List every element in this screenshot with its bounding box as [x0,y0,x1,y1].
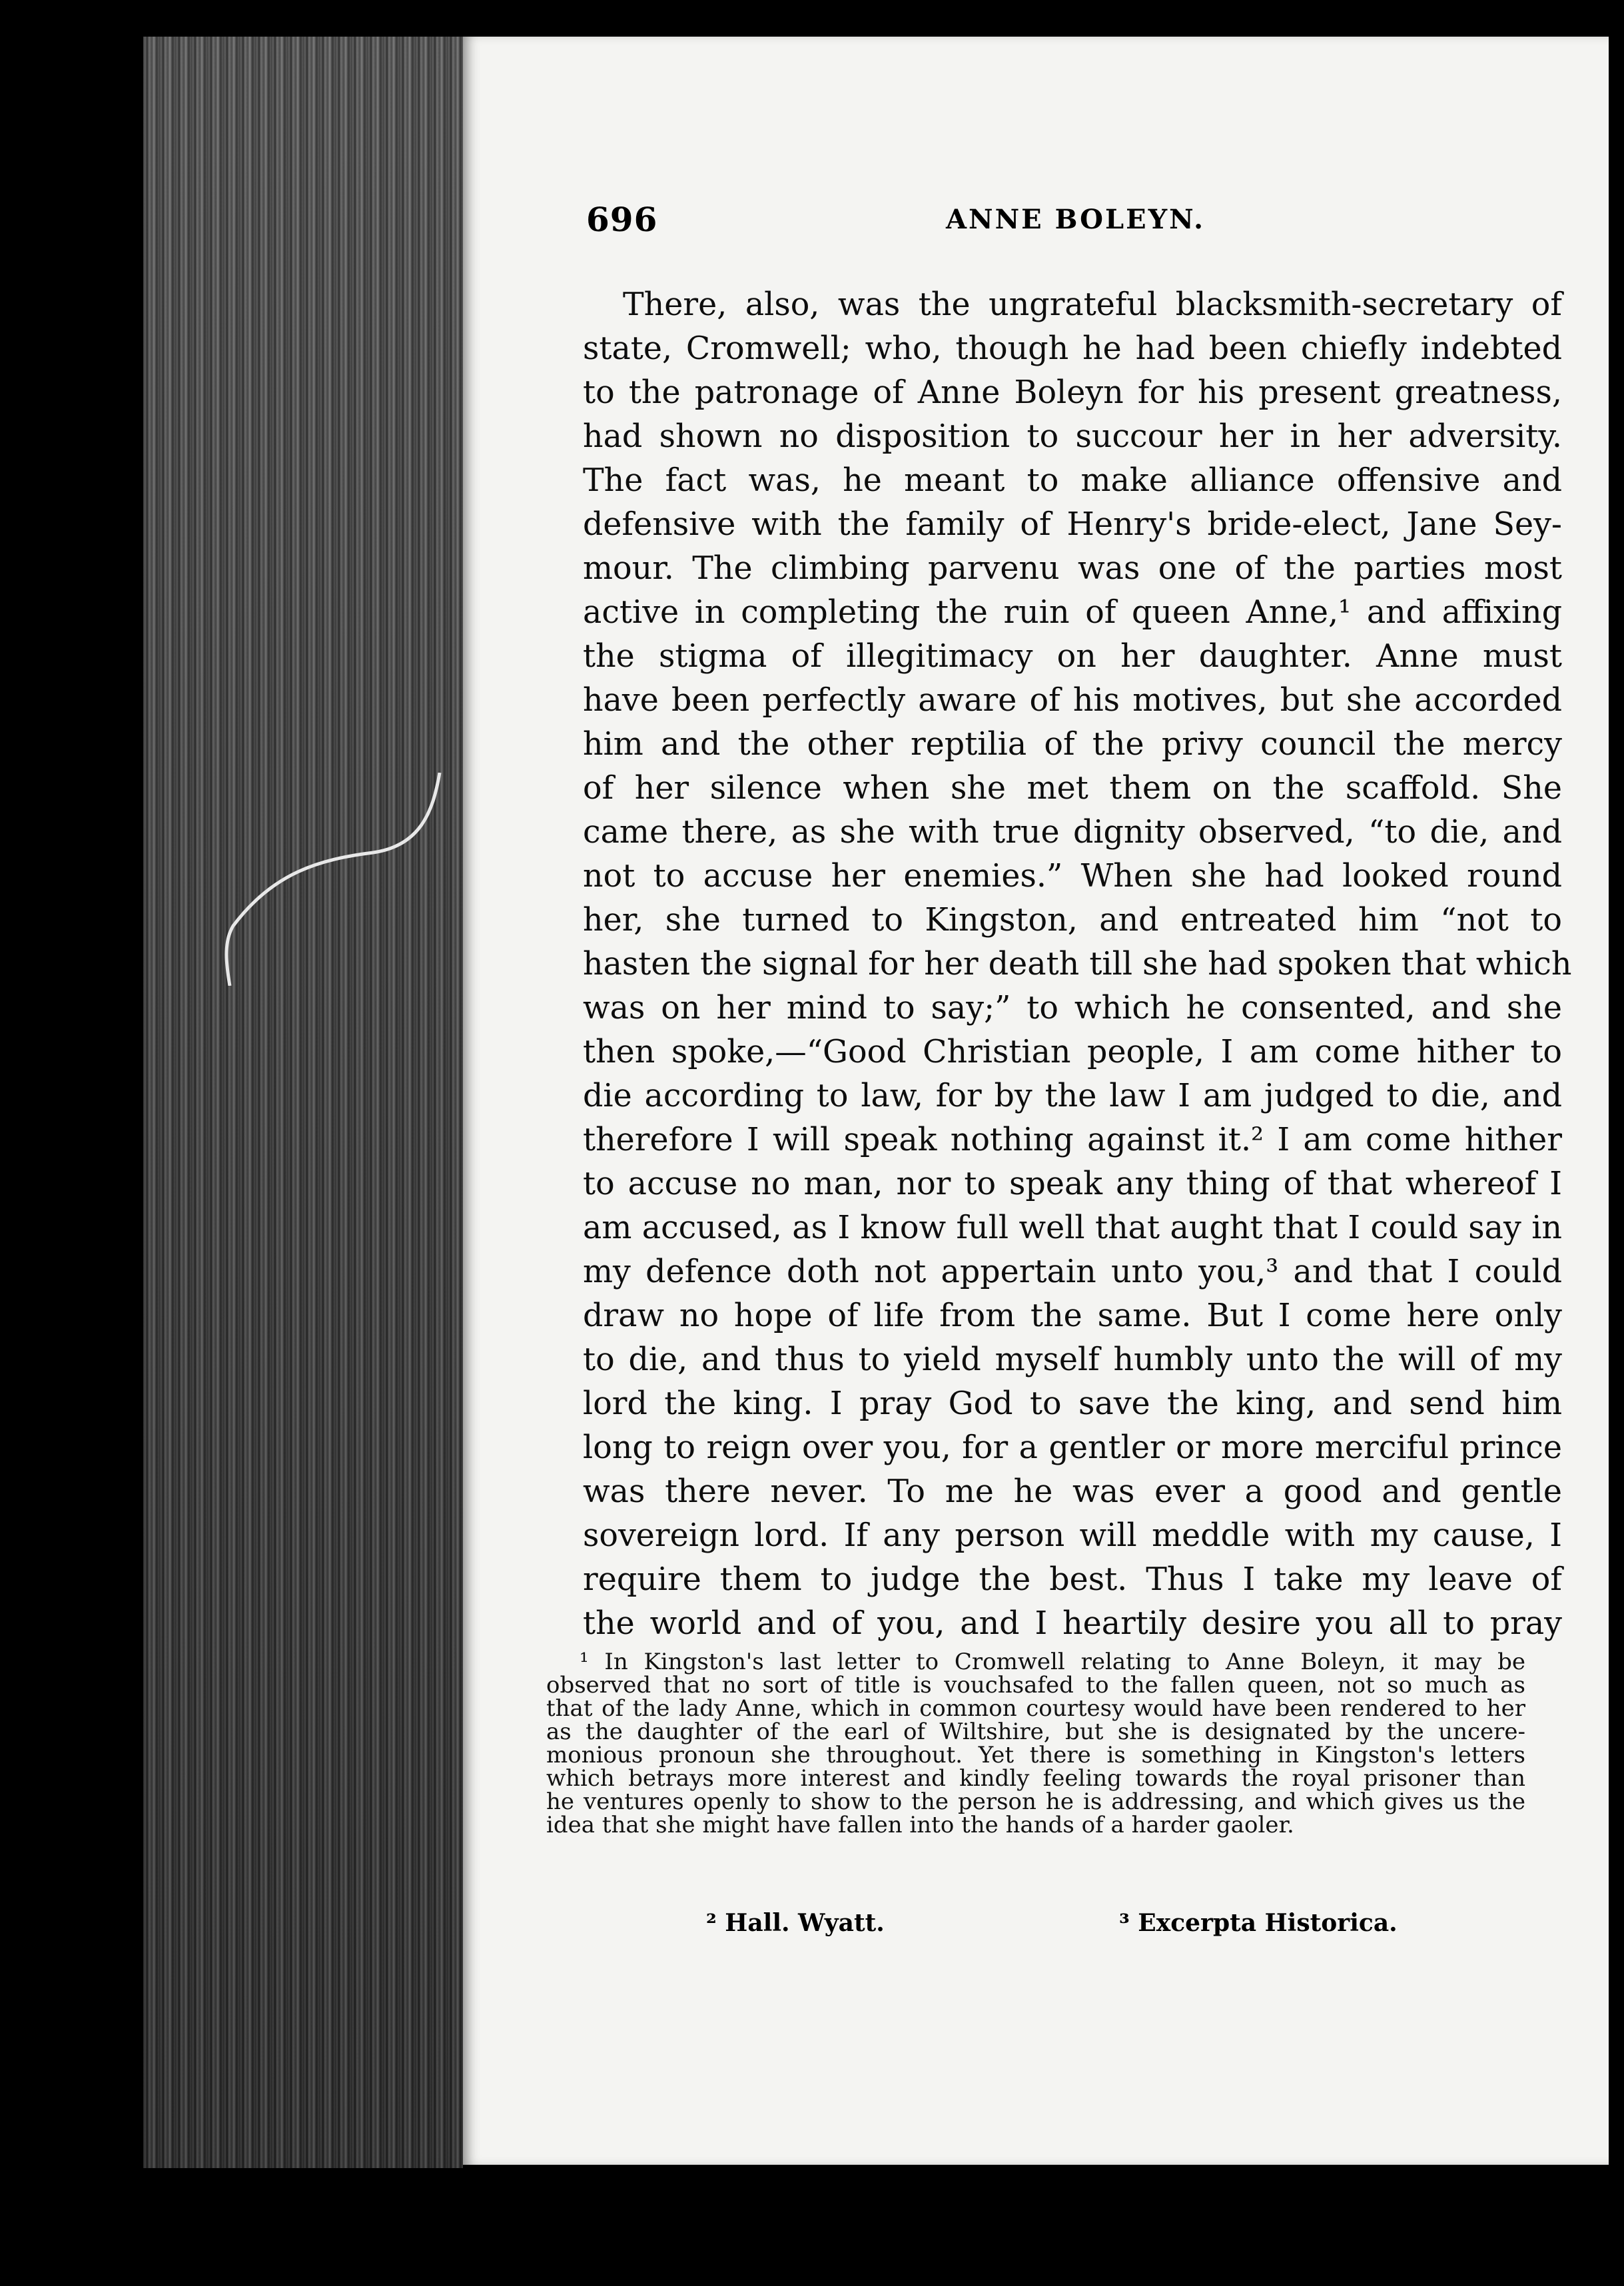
body-line: had shown no disposition to succour her in her adversity. [583,418,1562,455]
body-line: die according to law, for by the law I am judged to die, and [583,1078,1562,1114]
body-line: am accused, as I know full well that aught that I could say in [583,1210,1562,1246]
footnote-line: monious pronoun she throughout. Yet there is something in Kingston's letters [546,1742,1525,1768]
page-number: 696 [586,200,658,239]
footnote-3: ³ Excerpta Historica. [1119,1909,1398,1937]
body-line: was there never. To me he was ever a good and gentle [583,1473,1562,1510]
body-line: the stigma of illegitimacy on her daughter. Anne must [583,638,1562,675]
body-line: require them to judge the best. Thus I take my leave of [583,1561,1562,1598]
body-line: to accuse no man, nor to speak any thing of that whereof I [583,1166,1562,1202]
body-line: There, also, was the ungrateful blacksmith-secretary of [623,286,1562,323]
body-line: have been perfectly aware of his motives, but she accorded [583,682,1562,719]
page-crease-mark [220,773,460,986]
book-fore-edge [143,37,463,2168]
body-line: sovereign lord. If any person will meddle with my cause, I [583,1517,1562,1554]
body-line: her, she turned to Kingston, and entreated him “not to [583,902,1562,939]
body-line: draw no hope of life from the same. But I come here only [583,1298,1562,1334]
body-line: state, Cromwell; who, though he had been chiefly indebted [583,330,1562,367]
body-line: not to accuse her enemies.” When she had looked round [583,858,1562,895]
body-line: active in completing the ruin of queen Anne,¹ and affixing [583,594,1562,631]
body-line: hasten the signal for her death till she had spoken that which [583,946,1572,982]
body-text [583,283,1572,1646]
body-line: was on her mind to say;” to which he consented, and she [583,990,1562,1026]
footnote-2: ² Hall. Wyatt. [706,1909,885,1937]
footnote-line: that of the lady Anne, which in common courtesy would have been rendered to her [546,1695,1525,1722]
body-line: The fact was, he meant to make alliance offensive and [583,462,1562,499]
body-line: came there, as she with true dignity observed, “to die, and [583,814,1562,851]
body-line: then spoke,—“Good Christian people, I am come hither to [583,1034,1562,1070]
footnote-line: he ventures openly to show to the person he is addressing, and which gives us the [546,1788,1525,1815]
body-line: to the patronage of Anne Boleyn for his present greatness, [583,374,1562,411]
footnotes [546,1651,1525,1837]
footnote-line: ¹ In Kingston's last letter to Cromwell relating to Anne Boleyn, it may be [580,1649,1525,1675]
footnote-line: idea that she might have fallen into the hands of a harder gaoler. [546,1812,1294,1838]
body-line: of her silence when she met them on the scaffold. She [583,770,1562,807]
body-line: lord the king. I pray God to save the king, and send him [583,1385,1562,1422]
body-line: long to reign over you, for a gentler or more merciful prince [583,1429,1562,1466]
footnote-line: observed that no sort of title is vouchsafed to the fallen queen, not so much as [546,1672,1525,1699]
body-line: the world and of you, and I heartily desire you all to pray [583,1605,1562,1642]
body-line: therefore I will speak nothing against it.² I am come hither [583,1122,1562,1158]
page-header [586,200,1559,253]
footnote-line: as the daughter of the earl of Wiltshire, but she is designated by the uncere- [546,1718,1525,1745]
footnote-line: which betrays more interest and kindly feeling towards the royal prisoner than [546,1765,1525,1792]
body-line: my defence doth not appertain unto you,³ and that I could [583,1254,1562,1290]
body-line: mour. The climbing parvenu was one of the parties most [583,550,1562,587]
body-line: defensive with the family of Henry's bride-elect, Jane Sey- [583,506,1562,543]
running-head: ANNE BOLEYN. [946,204,1206,235]
body-line: him and the other reptilia of the privy council the mercy [583,726,1562,763]
body-line: to die, and thus to yield myself humbly unto the will of my [583,1341,1562,1378]
